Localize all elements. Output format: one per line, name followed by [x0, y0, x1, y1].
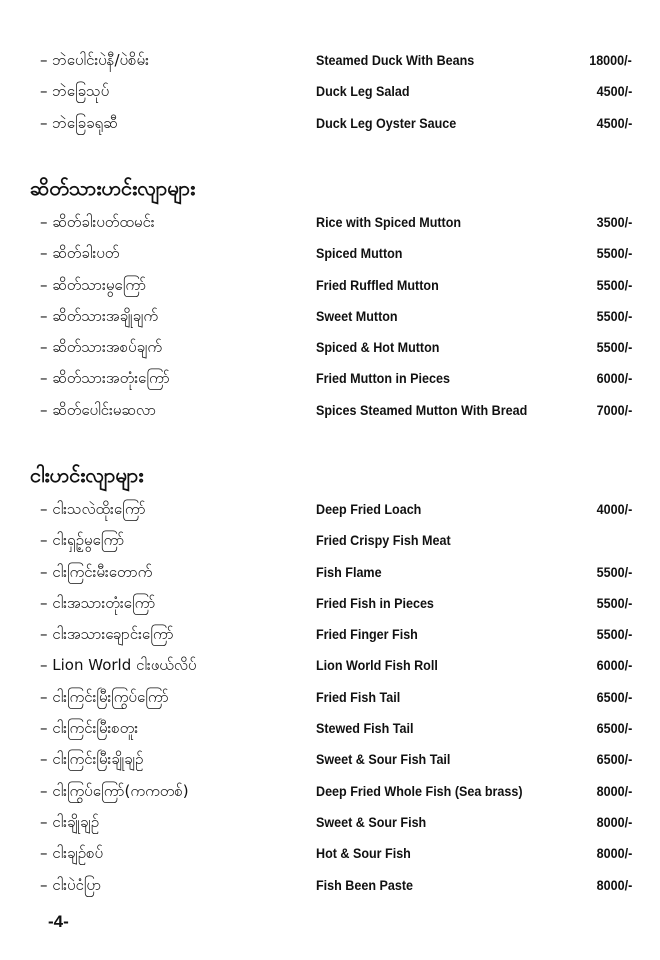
item-name-myanmar: – ဘဲပေါင်းပဲနီ/ပဲစိမ်း: [40, 51, 149, 69]
item-name-english: Fish Been Paste: [316, 877, 413, 893]
item-name-english: Sweet & Sour Fish: [316, 814, 427, 830]
item-price: 18000/-: [589, 53, 632, 68]
item-price: 5500/-: [596, 627, 632, 643]
item-name-myanmar: – ဘဲခြေသုပ်: [40, 82, 110, 101]
item-price: 8000/-: [596, 783, 632, 799]
item-name-english: Stewed Fish Tail: [316, 721, 414, 737]
menu-item: [0, 776, 660, 807]
item-price: 6000/-: [596, 371, 632, 387]
menu-item: [0, 363, 660, 394]
duck-section: [0, 45, 660, 139]
item-price: 5500/-: [596, 246, 632, 262]
item-name-english: Fried Fish in Pieces: [316, 595, 434, 611]
item-price: 7000/-: [596, 402, 632, 418]
menu-item: [0, 238, 660, 269]
item-name-myanmar: – ငါးကြွပ်ကြော်(ကကတစ်): [40, 781, 189, 800]
item-name-english: Deep Fried Loach: [316, 502, 422, 517]
menu-item: [0, 45, 660, 76]
item-name-myanmar: – ငါးသလဲထိုးကြော်: [40, 500, 146, 518]
menu-item: [0, 207, 660, 238]
menu-item: [0, 588, 660, 619]
item-name-myanmar: – ငါးအသားတုံးကြော်: [40, 593, 156, 612]
menu-item: [0, 108, 660, 139]
item-price: 6000/-: [596, 658, 632, 674]
item-name-myanmar: – ငါးကြင်းမြီးကြွပ်ကြော်: [40, 687, 169, 706]
menu-item: [0, 76, 660, 107]
item-name-english: Fried Ruffled Mutton: [316, 277, 439, 293]
item-price: 6500/-: [596, 752, 632, 768]
item-name-myanmar: – ငါးချဥ်စပ်: [40, 844, 104, 863]
item-name-myanmar: – ငါးကြင်းမြီးချိုချဥ်: [40, 750, 144, 769]
menu-item: [0, 744, 660, 775]
item-name-english: Steamed Duck With Beans: [316, 53, 475, 68]
item-name-myanmar: – ဘဲခြေခရုဆီ: [40, 113, 118, 132]
item-price: 8000/-: [596, 877, 632, 893]
item-price: 8000/-: [596, 846, 632, 862]
item-name-english: Fish Flame: [316, 564, 382, 580]
item-name-myanmar: – ငါးရှဥ့်မွကြော်: [40, 531, 125, 550]
item-name-english: Fried Finger Fish: [316, 627, 418, 643]
item-name-myanmar: – ဆိတ်သားအတုံးကြော်: [40, 369, 170, 388]
item-name-english: Duck Leg Oyster Sauce: [316, 115, 457, 131]
menu-item: [0, 682, 660, 713]
menu-item: [0, 650, 660, 681]
section-heading-fish: ငါးဟင်းလျာများ: [30, 463, 144, 487]
item-price: 4500/-: [596, 115, 632, 131]
menu-item: [0, 494, 660, 525]
menu-item: [0, 332, 660, 363]
mutton-section: [0, 207, 660, 426]
item-name-english: Deep Fried Whole Fish (Sea brass): [316, 783, 523, 799]
item-name-english: Lion World Fish Roll: [316, 658, 438, 674]
item-name-myanmar: – ဆိတ်ခါးပတ်ထမင်း: [40, 213, 155, 231]
menu-item: [0, 870, 660, 901]
item-price: 5500/-: [596, 277, 632, 293]
item-price: 3500/-: [596, 215, 632, 230]
menu-item: [0, 557, 660, 588]
menu-item: [0, 807, 660, 838]
fish-section: [0, 494, 660, 901]
item-price: 6500/-: [596, 721, 632, 737]
item-price: 4500/-: [596, 84, 632, 100]
item-name-myanmar: – ဆိတ်ပေါင်းမဆလာ: [40, 400, 157, 419]
menu-item: [0, 838, 660, 869]
item-price: 4000/-: [596, 502, 632, 517]
item-name-english: Rice with Spiced Mutton: [316, 215, 462, 230]
menu-item: [0, 270, 660, 301]
item-name-english: Fried Mutton in Pieces: [316, 371, 450, 387]
menu-item: [0, 713, 660, 744]
item-name-myanmar: – ငါးချိုချဥ်: [40, 812, 100, 831]
item-name-english: Fried Crispy Fish Meat: [316, 533, 451, 549]
item-name-myanmar: – ဆိတ်သားအစပ်ချက်: [40, 338, 163, 357]
item-price: 5500/-: [596, 564, 632, 580]
item-price: 6500/-: [596, 689, 632, 705]
item-name-english: Spiced Mutton: [316, 246, 403, 262]
item-name-english: Spices Steamed Mutton With Bread: [316, 402, 528, 418]
section-heading-mutton: ဆိတ်သားဟင်းလျာများ: [30, 176, 196, 200]
item-name-english: Spiced & Hot Mutton: [316, 340, 440, 356]
item-name-myanmar: – ငါးပဲငံပြာ: [40, 875, 102, 894]
item-price: 5500/-: [596, 308, 632, 324]
item-name-myanmar: – Lion World ငါးဖယ်လိပ်: [40, 656, 197, 675]
item-price: 8000/-: [596, 814, 632, 830]
item-price: 5500/-: [596, 595, 632, 611]
menu-item: [0, 525, 660, 556]
item-name-myanmar: – ဆိတ်သားမွကြော်: [40, 275, 147, 294]
item-name-english: Fried Fish Tail: [316, 689, 401, 705]
item-name-myanmar: – ငါးကြင်းမြီးစတူး: [40, 719, 139, 738]
item-name-myanmar: – ဆိတ်သားအချိုချက်: [40, 306, 159, 325]
item-name-english: Hot & Sour Fish: [316, 846, 411, 862]
item-name-myanmar: – ဆိတ်ခါးပတ်: [40, 244, 120, 263]
item-name-myanmar: – ငါးကြင်းမီးတောက်: [40, 562, 153, 581]
menu-item: [0, 301, 660, 332]
menu-item: [0, 619, 660, 650]
item-name-english: Duck Leg Salad: [316, 84, 410, 100]
item-name-english: Sweet Mutton: [316, 308, 398, 324]
item-name-myanmar: – ငါးအသားချောင်းကြော်: [40, 625, 174, 644]
item-name-english: Sweet & Sour Fish Tail: [316, 752, 451, 768]
item-price: 5500/-: [596, 340, 632, 356]
page-number: -4-: [48, 912, 69, 931]
menu-item: [0, 395, 660, 426]
